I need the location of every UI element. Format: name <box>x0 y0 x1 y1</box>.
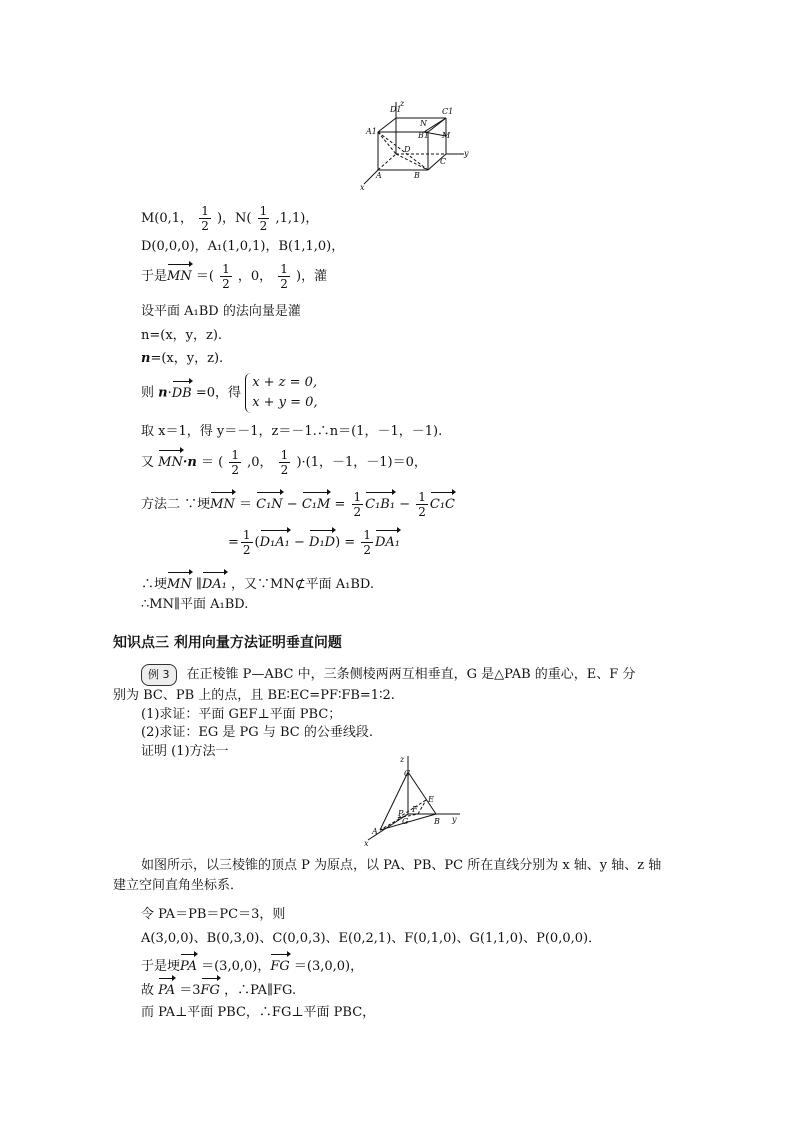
question-1: (1)求证：平面 GEF⊥平面 PBC； <box>141 707 342 722</box>
fig1-label: z <box>400 99 405 108</box>
vectors-pa-fg: 于是埂PA ＝(3,0,0)，FG ＝(3,0,0)， <box>141 952 363 976</box>
fig1-label: M <box>442 131 451 140</box>
vector-mn-line: 于是MN ＝( $\frac{1}{2}$ ，0， $\frac{1}{2}$ )，灌 <box>141 262 328 291</box>
points-line: A(3,0,0)、B(0,3,0)、C(0,0,3)、E(0,2,1)、F(0,1,0)、G(1,1,0)、P(0,0,0)． <box>141 931 602 946</box>
lengths-line: 令 PA＝PB＝PC＝3，则 <box>141 907 286 922</box>
fig2-label: y <box>452 815 457 824</box>
fig1-label: x <box>360 183 365 192</box>
section-heading: 知识点三 利用向量方法证明垂直问题 <box>113 635 342 651</box>
dot-product-line: 又 MN·n ＝ ( $\frac{1}{2}$ ,0， $\frac{1}{2}$ )·(1，－1，－1)＝0， <box>141 448 427 477</box>
equation-system: x + z = 0, x + y = 0, <box>245 373 317 413</box>
example-badge: 例 3 <box>141 664 177 686</box>
parallel-line: ∴埂MN ∥DA₁ ，又∵MN⊄平面 A₁BD. <box>141 570 374 594</box>
fig2-label: x <box>364 839 369 847</box>
fig2-label: C <box>404 769 411 778</box>
normal-vector-intro: 设平面 A₁BD 的法向量是灌 <box>141 304 301 319</box>
cube-figure <box>356 98 476 193</box>
system-line: 则 n·DB =0，得 x + z = 0, x + y = 0, <box>141 373 318 413</box>
method-two-line: 方法二 ∵埂MN ＝ C₁N − C₁M = $\frac{1}{2}$ C₁B₁ − $\frac{1}{2}$ C₁C <box>141 490 455 519</box>
fig1-label: A <box>376 171 382 180</box>
fig2-label: G <box>402 817 409 826</box>
fig1-label: D1 <box>390 105 402 114</box>
fig2-label: B <box>434 817 440 826</box>
fig2-label: A <box>372 827 378 836</box>
coords-dab: D(0,0,0)，A₁(1,0,1)，B(1,1,0)， <box>141 239 345 254</box>
coords-mn: M(0,1， $\frac{1}{2}$ )，N( $\frac{1}{2}$ ,1,1)， <box>141 204 319 233</box>
fig1-label: C1 <box>442 107 454 116</box>
fig2-label: P <box>398 809 404 818</box>
perpendicular-line: 而 PA⊥平面 PBC，∴FG⊥平面 PBC， <box>141 1005 376 1020</box>
coordinate-setup: 如图所示，以三棱锥的顶点 P 为原点，以 PA、PB、PC 所在直线分别为 x 轴、y 轴、z 轴 建立空间直角坐标系． <box>113 858 662 893</box>
normal-vector-def-bold: n=(x，y，z). <box>141 351 224 366</box>
method-two-cont: = $\frac{1}{2}$ (D₁A₁ − D₁D) = $\frac{1}{2}$ DA₁ <box>228 528 400 557</box>
fig2-label: z <box>400 755 405 764</box>
normal-vector-def: n=(x，y，z). <box>141 328 223 343</box>
fig1-label: A1 <box>366 127 377 136</box>
pyramid-figure <box>360 752 470 847</box>
fig2-label: E <box>428 795 434 804</box>
proof-label: 证明 (1)方法一 <box>141 744 229 759</box>
parallel-pa-fg: 故 PA ＝3FG ，∴PA∥FG. <box>141 976 296 1000</box>
fig1-label: C <box>440 157 447 166</box>
fig1-label: y <box>464 149 469 158</box>
solution-line: 取 x＝1，得 y＝－1，z＝－1.∴n＝(1，－1，－1). <box>141 424 443 439</box>
fig1-label: B1 <box>418 131 429 140</box>
fig2-label: F <box>412 805 418 814</box>
example-3-text: 例 3 在正棱锥 P—ABC 中，三条侧棱两两互相垂直，G 是△PAB 的重心，E、F 分 别为 BC、PB 上的点，且 BE∶EC=PF∶FB=1∶2. <box>113 664 683 706</box>
question-2: (2)求证：EG 是 PG 与 BC 的公垂线段. <box>141 725 373 740</box>
fig1-label: N <box>420 119 427 128</box>
fig1-label: D <box>404 145 411 154</box>
fig1-label: B <box>414 171 420 180</box>
conclusion-line: ∴MN∥平面 A₁BD. <box>141 597 249 612</box>
